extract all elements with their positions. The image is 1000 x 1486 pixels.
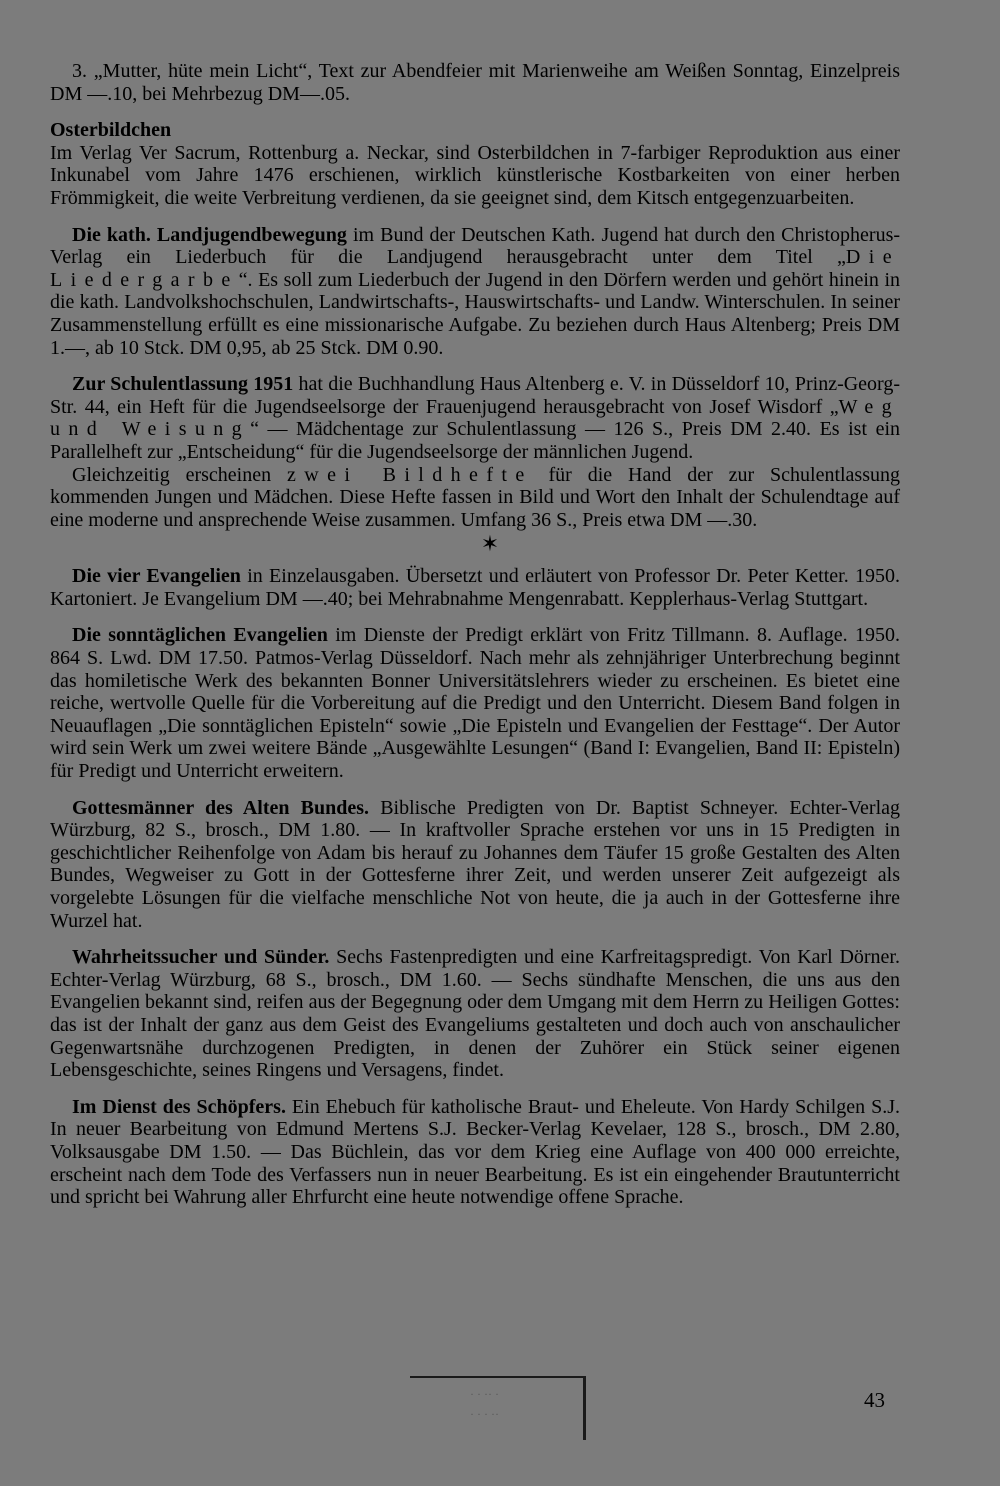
article-entry bbox=[50, 464, 900, 532]
entry-heading: Die sonntäglichen Evangelien bbox=[72, 624, 328, 647]
entry-spaced-title: Weg und Weisung bbox=[50, 395, 900, 441]
library-stamp bbox=[410, 1376, 586, 1440]
section-separator-star-icon: ✶ bbox=[480, 531, 500, 557]
entry-text: im Dienste der Predigt erklärt von Fritz Tillmann. 8. Auflage. 1950. 864 S. Lwd. DM 17.50. Patmos-Verlag Düsseldorf. Nach mehr als zehnjähriger Unterbrechung beginnt das homiletische Werk des bekannten Bonner Universitätslehrers wieder zu erscheinen. Es bietet eine reiche, wertvolle Quelle für die Vorbereitung auf die Predigt und den Unterricht. Diesem Band folgen in Neuauflagen „Die sonntäglichen Episteln“ sowie „Die Episteln und Evangelien der Festtage“. Der Autor wird sein Werk um zwei weitere Bände „Ausgewählte Lesungen“ (Band I: Evangelien, Band II: Episteln) für Predigt und Unterricht erweitern. bbox=[50, 624, 900, 783]
entry-text: “ — Mädchentage zur Schulentlassung — 126 S., Preis DM 2.40. Es ist ein Parallelheft zur „Entscheidung“ für die Jugendseelsorge der männlichen Jugend. bbox=[50, 418, 900, 463]
entry-heading: Zur Schulentlassung 1951 bbox=[72, 373, 294, 396]
article-entry bbox=[50, 224, 900, 360]
page-number: 43 bbox=[864, 1388, 885, 1412]
page-text-column bbox=[50, 60, 900, 1209]
stamp-smudge-line: · · · ·· bbox=[470, 1407, 499, 1421]
entry-text: Sechs Fastenpredigten und eine Karfreitagspredigt. Von Karl Dörner. Echter-Verlag Würzburg, 68 S., brosch., DM 1.60. — Sechs sündhafte Menschen, die uns aus den Evangelien bekannt sind, reifen aus der Begegnung oder dem Umgang mit dem Herrn zu Heiligen Gottes: das ist der Inhalt der ganz aus dem Geist des Evangeliums gestalteten und doch auch von anschaulicher Gegenwartsnähe durchzogenen Predigten, in denen der Zuhörer ein Stück seiner eigenen Lebensgeschichte, seines Ringens und Versagens, findet. bbox=[50, 946, 900, 1082]
article-entry bbox=[50, 119, 900, 209]
entry-heading: Osterbildchen bbox=[50, 119, 172, 142]
article-entry bbox=[50, 565, 900, 610]
article-entry bbox=[50, 60, 900, 105]
entry-heading: Im Dienst des Schöpfers. bbox=[72, 1095, 286, 1118]
entry-text: “. Es soll zum Liederbuch der Jugend in den Dörfern werden und gehört hinein in die kath. Landvolkshochschulen, Landwirtschafts-, Hauswirtschafts- und Landw. Winterschulen. In seiner Zusammenstellung erfüllt es eine missionarische Aufgabe. Zu beziehen durch Haus Altenberg; Preis DM 1.—, ab 10 Stck. DM 0,95, ab 25 Stck. DM 0.90. bbox=[50, 268, 900, 359]
entry-spaced-title: zwei Bildhefte bbox=[286, 463, 533, 486]
entry-heading: Die vier Evangelien bbox=[72, 565, 241, 588]
entry-heading: Wahrheitssucher und Sünder. bbox=[72, 946, 330, 969]
article-entry bbox=[50, 624, 900, 782]
article-entry bbox=[50, 946, 900, 1082]
entry-text: in Einzelausgaben. Übersetzt und erläutert von Professor Dr. Peter Ketter. 1950. Kartoniert. Je Evangelium DM —.40; bei Mehrabnahme Mengenrabatt. Kepplerhaus-Verlag Stuttgart. bbox=[50, 565, 900, 610]
article-entry bbox=[50, 1096, 900, 1209]
article-entry bbox=[50, 797, 900, 933]
entry-text: Ein Ehebuch für katholische Braut- und Eheleute. Von Hardy Schilgen S.J. In neuer Bearbeitung von Edmund Mertens S.J. Becker-Verlag Kevelaer, 128 S., brosch., DM 2.80, Volksausgabe DM 1.50. — Das Büchlein, das vor dem Krieg eine Auflage von 400 000 erreichte, erscheint nach dem Tode des Verfassers nun in neuer Bearbeitung. Es ist ein eingehender Brautunterricht und spricht bei Wahrung aller Ehrfurcht eine heute notwendige offene Sprache. bbox=[50, 1095, 900, 1209]
entry-text: 3. „Mutter, hüte mein Licht“, Text zur Abendfeier mit Marienweihe am Weißen Sonntag, Einzelpreis DM —.10, bei Mehrbezug DM—.05. bbox=[50, 60, 900, 105]
entry-text: Biblische Predigten von Dr. Baptist Schneyer. Echter-Verlag Würzburg, 82 S., brosch., DM 1.80. — In kraftvoller Sprache erstehen vor uns in 15 Predigten in geschichtlicher Reihenfolge von Adam bis herauf zu Johannes dem Täufer 15 große Gestalten des Alten Bundes, Wegweiser zu Gott in der Gottesferne ihrer Zeit, und werden unserer Zeit aufgezeigt als vorgelebte Lösungen für die vielfache menschliche Not von heute, die ja auch in der Gottesferne ihre Wurzel hat. bbox=[50, 796, 901, 932]
entry-heading: Gottesmänner des Alten Bundes. bbox=[72, 796, 370, 819]
entry-text: für die Hand der zur Schulentlassung kommenden Jungen und Mädchen. Diese Hefte fassen in Bild und Wort den Inhalt der Schulendtage auf eine moderne und ansprechende Weise zusammen. Umfang 36 S., Preis etwa DM —.30. bbox=[50, 463, 900, 531]
entry-text: Im Verlag Ver Sacrum, Rottenburg a. Neckar, sind Osterbildchen in 7-farbiger Reproduktion aus einer Inkunabel vom Jahre 1476 erschienen, wirklich künstlerische Kostbarkeiten von einer herben Frömmigkeit, die weite Verbreitung verdienen, da sie geeignet sind, dem Kitsch entgegenzuarbeiten. bbox=[50, 141, 900, 209]
entry-text: hat die Buchhandlung Haus Altenberg e. V. in Düsseldorf 10, Prinz-Georg-Str. 44, ein Heft für die Jugendseelsorge der Frauenjugend herausgebracht von Josef Wisdorf „ bbox=[50, 373, 901, 418]
entry-spaced-title: Die Liedergarbe bbox=[50, 246, 900, 291]
article-entry bbox=[50, 373, 900, 463]
stamp-smudge-line: · · ·· · bbox=[470, 1387, 499, 1401]
entry-text: im Bund der Deutschen Kath. Jugend hat durch den Christopherus-Verlag ein Liederbuch für die Landjugend herausgebracht unter dem Titel „ bbox=[50, 223, 901, 269]
entry-heading: Die kath. Landjugendbewegung bbox=[72, 223, 347, 246]
entry-text: Gleichzeitig erscheinen bbox=[72, 463, 287, 486]
